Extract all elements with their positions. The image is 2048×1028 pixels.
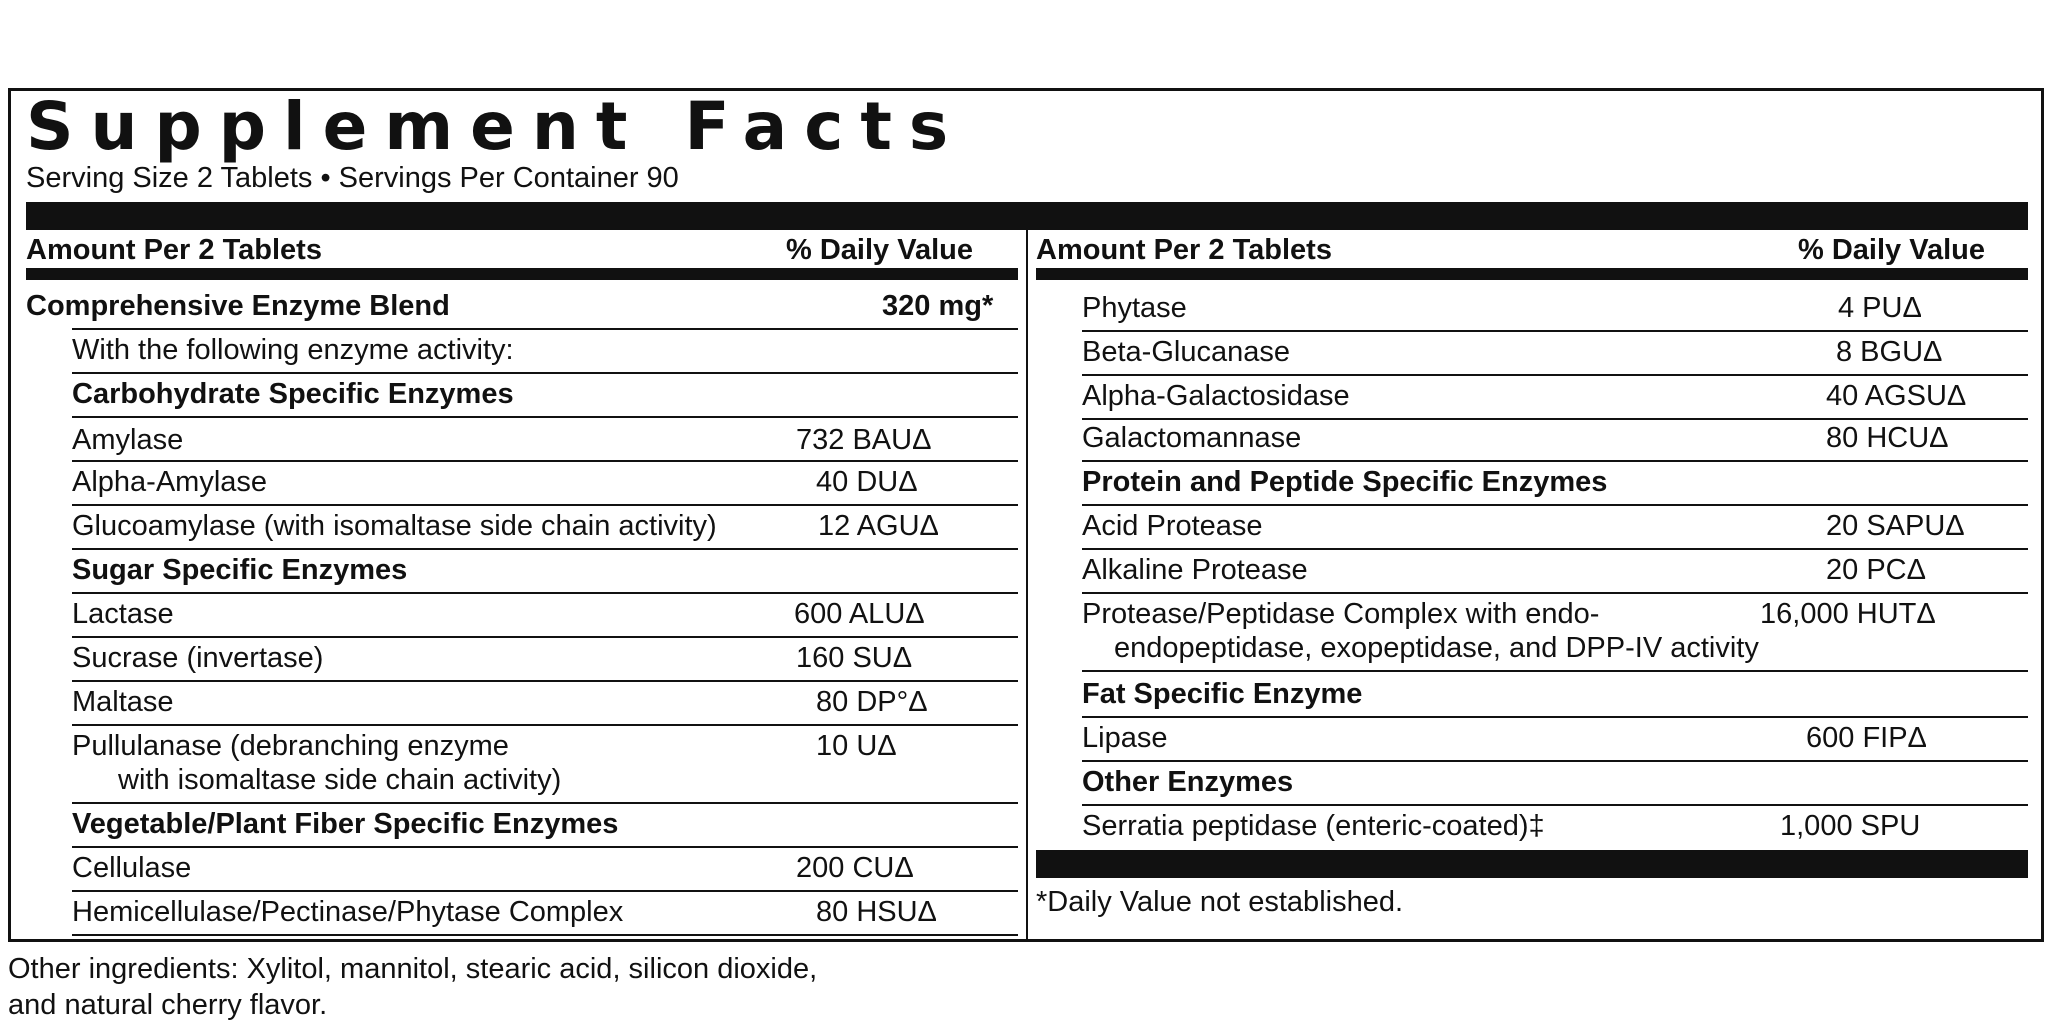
section-sugar: Sugar Specific Enzymes	[72, 554, 408, 586]
row-rule	[1082, 460, 2028, 462]
ingredient-name: Alkaline Protease	[1082, 554, 1308, 586]
ingredient-value: 12 AGUΔ	[818, 510, 939, 542]
section-fat: Fat Specific Enzyme	[1082, 678, 1363, 710]
ingredient-name: Phytase	[1082, 292, 1187, 324]
ingredient-name: Pullulanase (debranching enzyme	[72, 730, 509, 762]
section-carbohydrate: Carbohydrate Specific Enzymes	[72, 378, 514, 410]
row-rule	[1082, 330, 2028, 332]
blend-subtitle: With the following enzyme activity:	[72, 334, 514, 366]
header-bar-right	[1036, 268, 2028, 280]
row-rule	[1082, 374, 2028, 376]
row-rule	[72, 934, 1018, 936]
row-rule	[72, 846, 1018, 848]
ingredient-value: 200 CUΔ	[796, 852, 914, 884]
ingredient-name: Galactomannase	[1082, 422, 1302, 454]
other-ingredients-line2: and natural cherry flavor.	[8, 989, 328, 1021]
row-rule	[1082, 592, 2028, 594]
left-header-dv: % Daily Value	[786, 234, 973, 266]
blend-name: Comprehensive Enzyme Blend	[26, 290, 450, 322]
row-rule	[72, 416, 1018, 418]
ingredient-value: 600 ALUΔ	[794, 598, 925, 630]
thick-divider-top	[26, 202, 2028, 230]
ingredient-name: Beta-Glucanase	[1082, 336, 1290, 368]
ingredient-name: Alpha-Amylase	[72, 466, 268, 498]
ingredient-value: 1,000 SPU	[1780, 810, 1921, 842]
left-header-amount: Amount Per 2 Tablets	[26, 234, 322, 266]
row-rule	[72, 802, 1018, 804]
ingredient-value: 40 DUΔ	[816, 466, 918, 498]
column-divider	[1026, 230, 1028, 942]
row-rule	[72, 460, 1018, 462]
ingredient-name: Amylase	[72, 424, 184, 456]
ingredient-value: 160 SUΔ	[796, 642, 913, 674]
serving-info: Serving Size 2 Tablets • Servings Per Container 90	[26, 162, 679, 194]
row-rule	[1082, 804, 2028, 806]
row-rule	[72, 724, 1018, 726]
ingredient-name: Serratia peptidase (enteric-coated)‡	[1082, 810, 1545, 842]
section-protein: Protein and Peptide Specific Enzymes	[1082, 466, 1608, 498]
ingredient-value: 732 BAUΔ	[796, 424, 932, 456]
ingredient-value: 16,000 HUTΔ	[1760, 598, 1936, 630]
ingredient-name: Glucoamylase (with isomaltase side chain activity)	[72, 510, 717, 542]
ingredient-name: Maltase	[72, 686, 174, 718]
ingredient-value: 10 UΔ	[816, 730, 897, 762]
ingredient-name-continued: endopeptidase, exopeptidase, and DPP-IV activity	[1114, 632, 1759, 664]
row-rule	[72, 548, 1018, 550]
row-rule	[72, 680, 1018, 682]
ingredient-name: Sucrase (invertase)	[72, 642, 324, 674]
row-rule	[1082, 670, 2028, 672]
ingredient-value: 40 AGSUΔ	[1826, 380, 1967, 412]
ingredient-value: 80 HCUΔ	[1826, 422, 1949, 454]
right-header-dv: % Daily Value	[1798, 234, 1985, 266]
section-other: Other Enzymes	[1082, 766, 1294, 798]
ingredient-value: 80 DP°Δ	[816, 686, 928, 718]
other-ingredients-line1: Other ingredients: Xylitol, mannitol, stearic acid, silicon dioxide,	[8, 953, 818, 985]
ingredient-value: 80 HSUΔ	[816, 896, 937, 928]
row-rule	[72, 636, 1018, 638]
ingredient-value: 4 PUΔ	[1838, 292, 1922, 324]
right-header-amount: Amount Per 2 Tablets	[1036, 234, 1332, 266]
panel-title: Supplement Facts	[26, 88, 966, 165]
ingredient-name: Protease/Peptidase Complex with endo-	[1082, 598, 1600, 630]
section-fiber: Vegetable/Plant Fiber Specific Enzymes	[72, 808, 619, 840]
footnote: *Daily Value not established.	[1036, 886, 1404, 918]
row-rule	[72, 372, 1018, 374]
ingredient-name: Lactase	[72, 598, 174, 630]
ingredient-name: Cellulase	[72, 852, 192, 884]
ingredient-name: Lipase	[1082, 722, 1168, 754]
ingredient-value: 600 FIPΔ	[1806, 722, 1927, 754]
row-rule	[72, 890, 1018, 892]
row-rule	[1082, 504, 2028, 506]
ingredient-name: Alpha-Galactosidase	[1082, 380, 1350, 412]
ingredient-name-continued: with isomaltase side chain activity)	[118, 764, 562, 796]
row-rule	[72, 504, 1018, 506]
row-rule	[1082, 716, 2028, 718]
row-rule	[72, 592, 1018, 594]
row-rule	[1082, 760, 2028, 762]
thick-divider-bottom	[1036, 850, 2028, 878]
ingredient-name: Acid Protease	[1082, 510, 1263, 542]
header-bar-left	[26, 268, 1018, 280]
row-rule	[1082, 548, 2028, 550]
ingredient-name: Hemicellulase/Pectinase/Phytase Complex	[72, 896, 624, 928]
blend-value: 320 mg*	[882, 290, 994, 322]
row-rule	[72, 328, 1018, 330]
ingredient-value: 20 PCΔ	[1826, 554, 1926, 586]
ingredient-value: 8 BGUΔ	[1836, 336, 1943, 368]
ingredient-value: 20 SAPUΔ	[1826, 510, 1965, 542]
